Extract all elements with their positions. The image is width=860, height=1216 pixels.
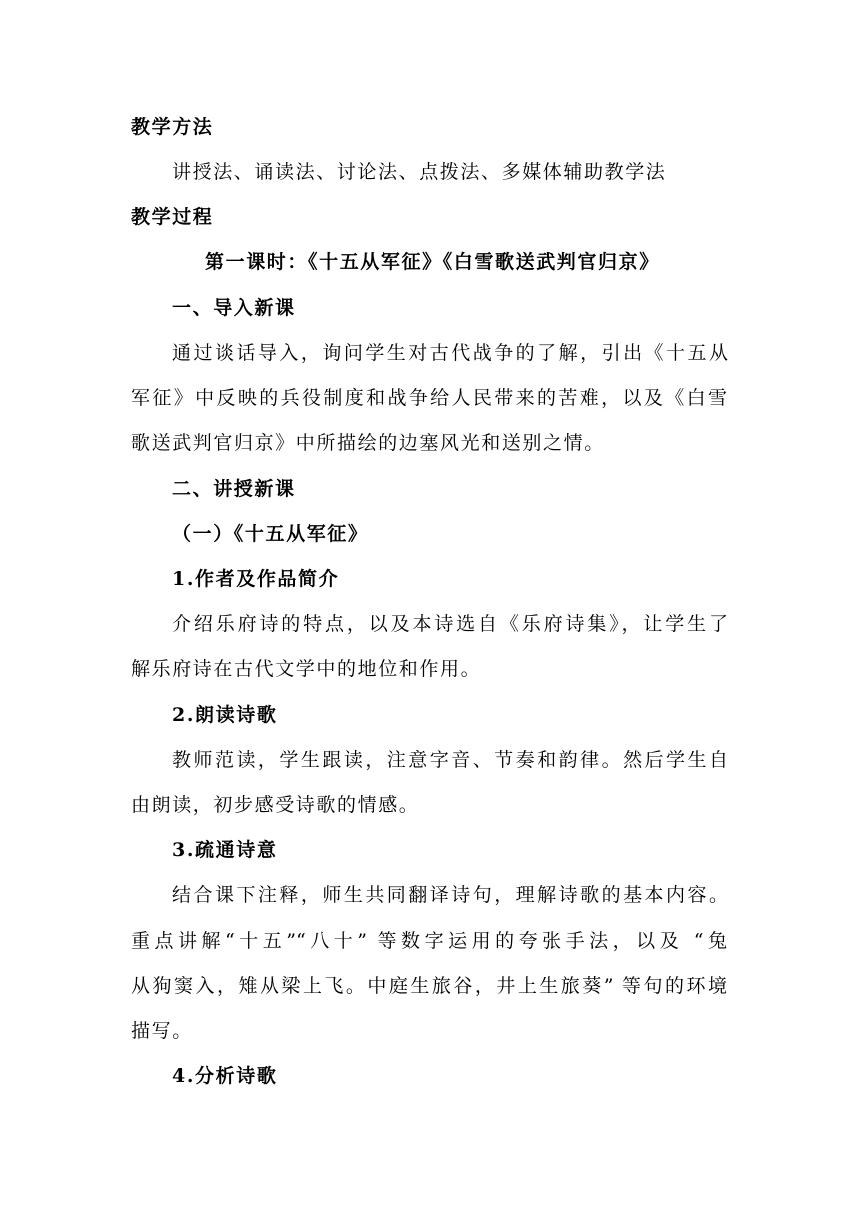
item-1-paragraph-line-1: 介绍乐府诗的特点，以及本诗选自《乐府诗集》，让学生了 — [172, 613, 728, 635]
section-1-paragraph-line-1: 通过谈话导入，询问学生对古代战争的了解，引出《十五从 — [172, 342, 728, 364]
item-1-heading: 1.作者及作品简介 — [172, 568, 340, 590]
item-3-paragraph-line-3: 从狗窦入，雉从梁上飞。中庭生旅谷，井上生旅葵” 等句的环境 — [131, 975, 727, 997]
process-heading: 教学过程 — [131, 206, 214, 228]
item-2-paragraph-line-2: 由朗读，初步感受诗歌的情感。 — [131, 794, 420, 816]
item-2-heading: 2.朗读诗歌 — [172, 704, 278, 726]
section-1-paragraph-line-3: 歌送武判官归京》中所描绘的边塞风光和送别之情。 — [131, 432, 605, 454]
item-2-paragraph-line-1: 教师范读，学生跟读，注意字音、节奏和韵律。然后学生自 — [172, 749, 728, 771]
item-3-paragraph-line-1: 结合课下注释，师生共同翻译诗句，理解诗歌的基本内容。 — [172, 884, 728, 906]
item-1-paragraph-line-2: 解乐府诗在古代文学中的地位和作用。 — [131, 658, 482, 680]
section-1-heading: 一、导入新课 — [172, 297, 296, 319]
method-text: 讲授法、诵读法、讨论法、点拨法、多媒体辅助教学法 — [172, 161, 667, 183]
item-3-paragraph-line-4: 描写。 — [131, 1020, 193, 1042]
item-3-heading: 3.疏通诗意 — [172, 839, 278, 861]
lesson-title: 第一课时：《十五从军征》《白雪歌送武判官归京》 — [205, 251, 660, 273]
section-2-heading: 二、讲授新课 — [172, 478, 296, 500]
method-heading: 教学方法 — [131, 116, 214, 138]
item-4-heading: 4.分析诗歌 — [172, 1065, 278, 1087]
section-1-paragraph-line-2: 军征》中反映的兵役制度和战争给人民带来的苦难，以及《白雪 — [131, 387, 727, 409]
subsection-1-heading: （一）《十五从军征》 — [172, 523, 369, 545]
item-3-paragraph-line-2: 重点讲解“十五”“八十” 等数字运用的夸张手法，以及 “兔 — [131, 930, 727, 952]
